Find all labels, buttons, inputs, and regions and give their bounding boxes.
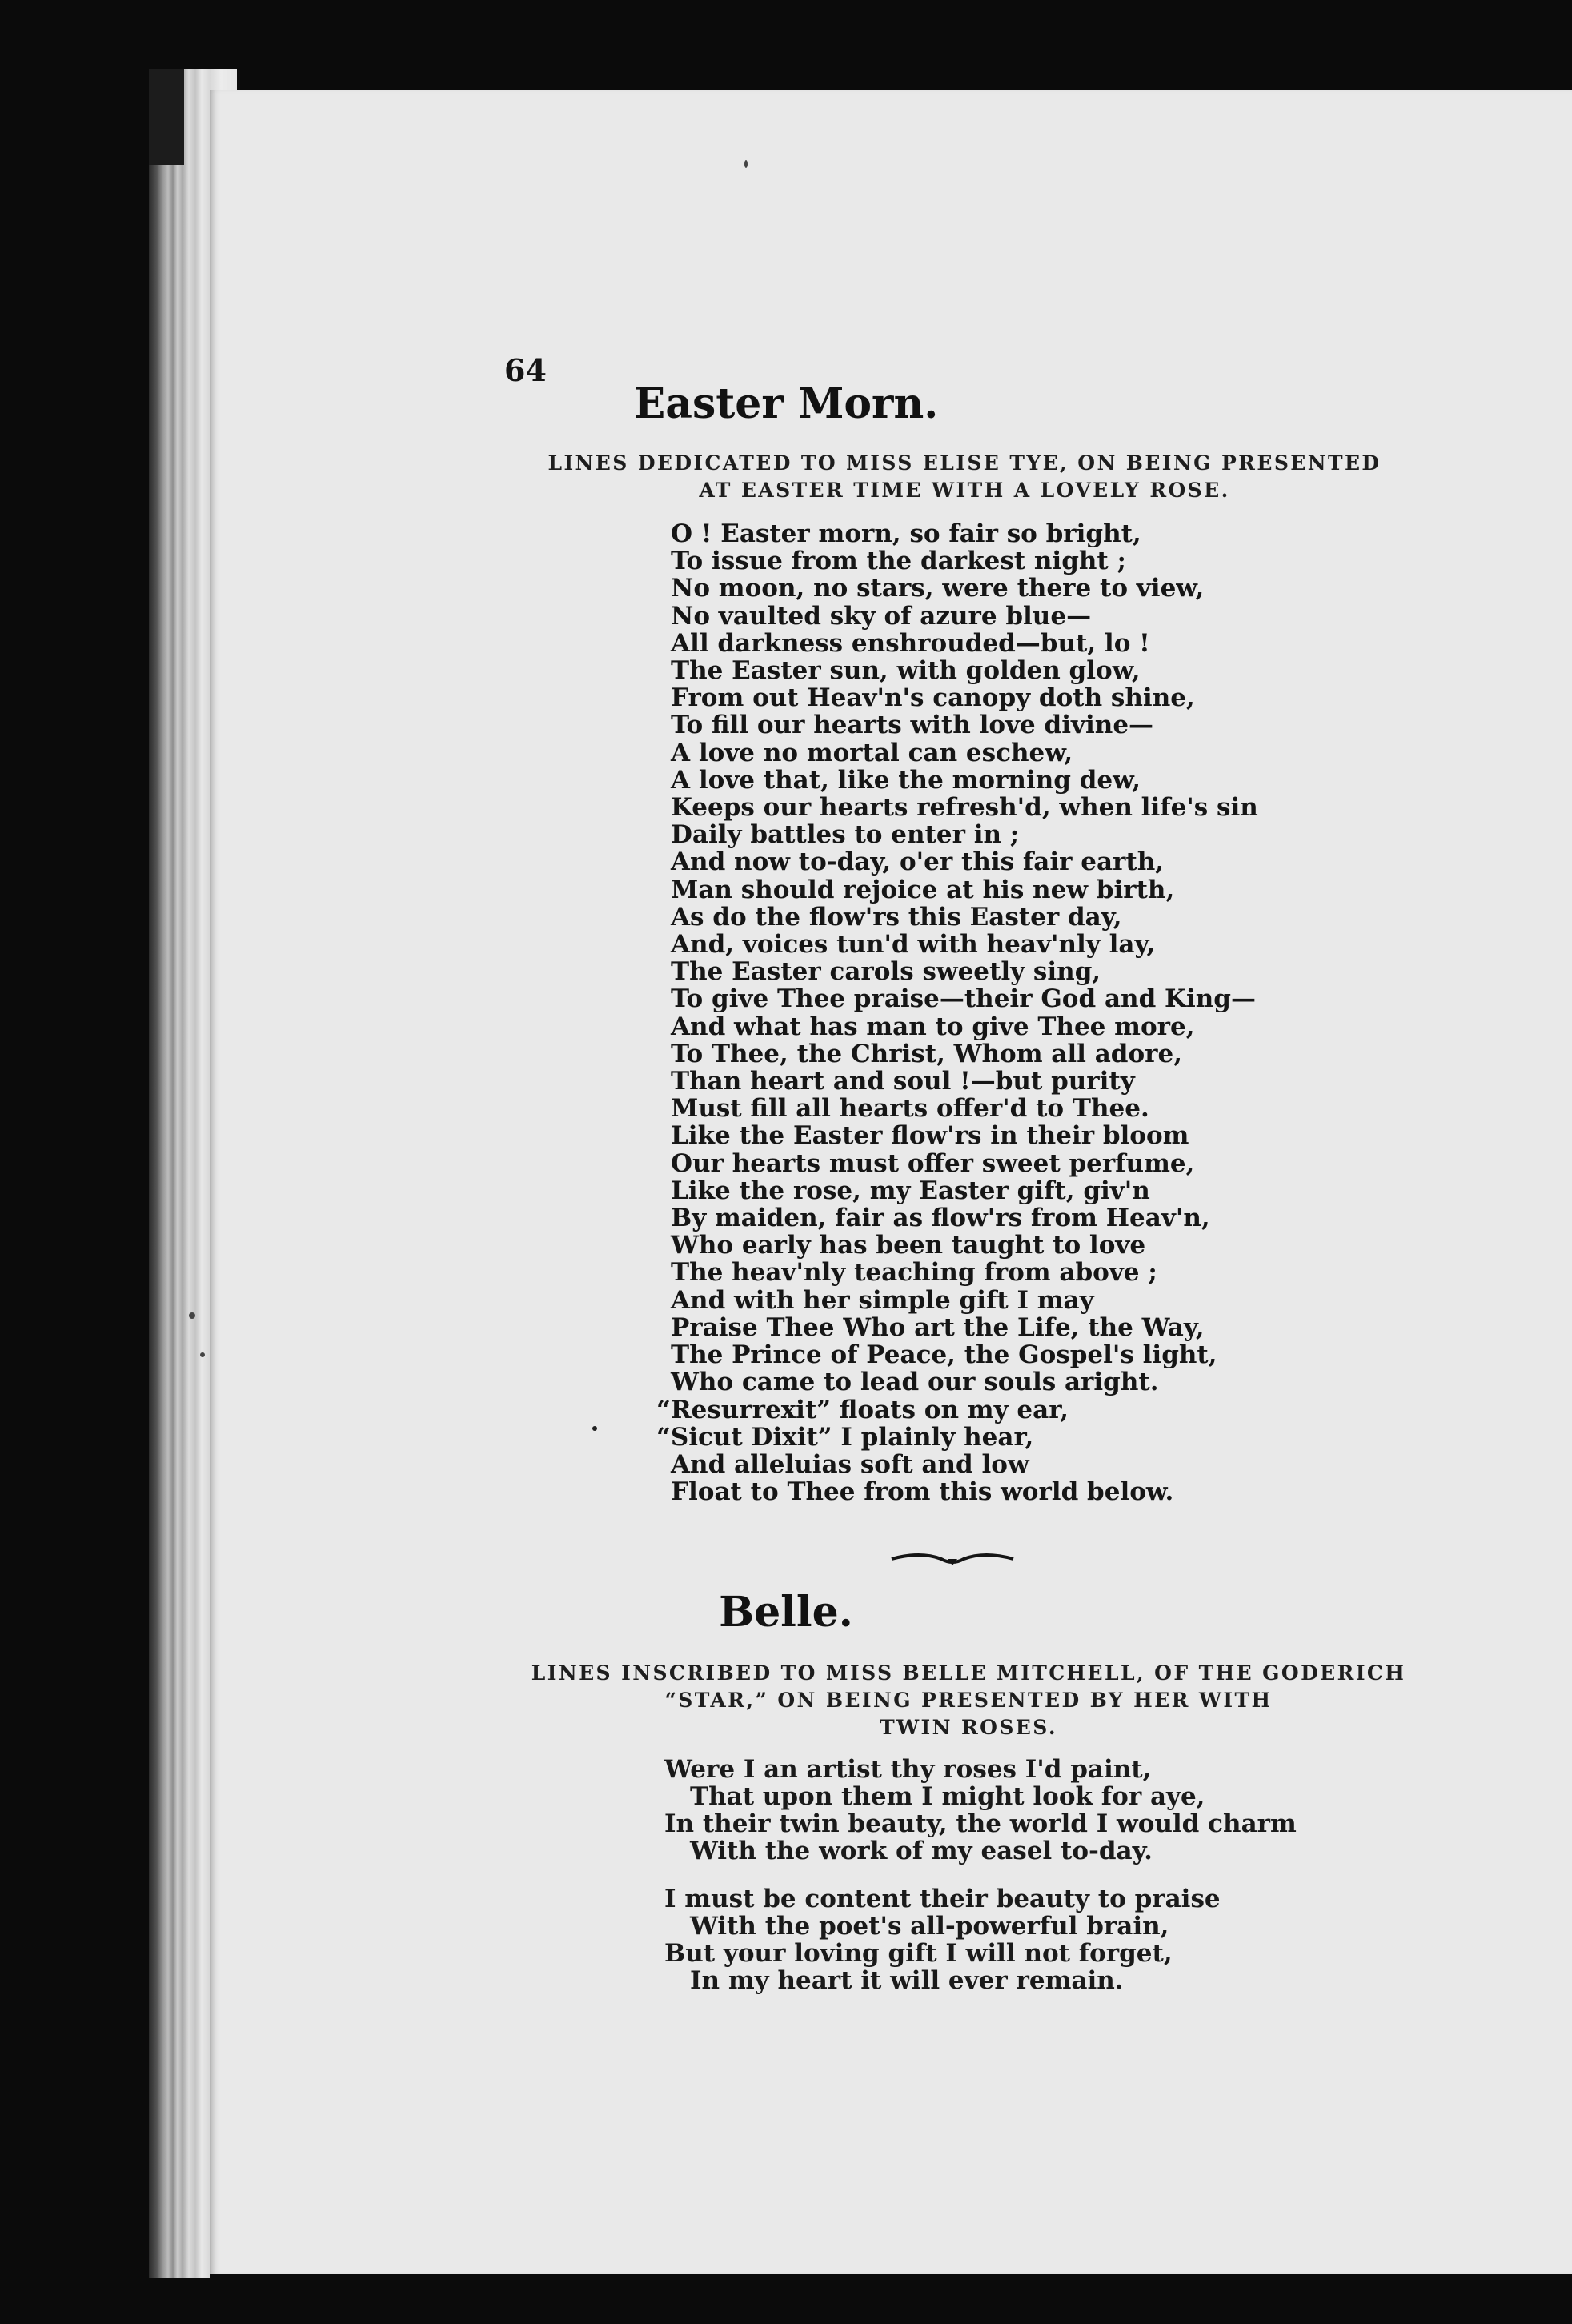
poem-body-belle — [664, 1756, 1297, 2015]
poem-line: All darkness enshrouded—but, lo ! — [671, 628, 1150, 658]
dedication-line: LINES DEDICATED TO MISS ELISE TYE, ON BEING PRESENTED — [547, 451, 1382, 475]
poem-line: The Easter carols sweetly sing, — [671, 957, 1101, 987]
poem-line: Who came to lead our souls aright. — [671, 1368, 1159, 1397]
poem-line: No vaulted sky of azure blue— — [671, 601, 1092, 631]
scan-speck — [189, 1312, 195, 1319]
poem-line: A love that, like the morning dew, — [671, 765, 1141, 795]
poem-line: Keeps our hearts refresh'd, when life's sin — [671, 793, 1258, 823]
poem-line: And now to-day, o'er this fair earth, — [671, 847, 1165, 877]
poem-line: To Thee, the Christ, Whom all adore, — [671, 1039, 1183, 1068]
poem-line: The heav'nly teaching from above ; — [671, 1258, 1157, 1288]
poem-body-easter-morn — [656, 519, 1258, 1507]
poem-title-easter-morn: Easter Morn. — [633, 379, 939, 428]
poem-line: To issue from the darkest night ; — [671, 547, 1126, 576]
poem-line: And alleluias soft and low — [671, 1449, 1029, 1479]
poem-line: In their twin beauty, the world I would charm — [664, 1809, 1297, 1838]
poem-line: A love no mortal can eschew, — [671, 738, 1073, 767]
stray-mark — [592, 1426, 597, 1431]
poem-line: With the poet's all-powerful brain, — [690, 1912, 1169, 1941]
poem-line: Than heart and soul !—but purity — [671, 1067, 1135, 1096]
poem-line: “Sicut Dixit” I plainly hear, — [656, 1422, 1034, 1452]
poem-line: Float to Thee from this world below. — [671, 1477, 1174, 1507]
poem-line: To give Thee praise—their God and King— — [671, 984, 1256, 1014]
poem-line: O ! Easter morn, so fair so bright, — [671, 519, 1141, 548]
poem-line: Must fill all hearts offer'd to Thee. — [671, 1094, 1149, 1124]
poem-line: And with her simple gift I may — [671, 1285, 1094, 1315]
poem-line: No moon, no stars, were there to view, — [671, 574, 1205, 603]
poem-line: To fill our hearts with love divine— — [671, 711, 1154, 740]
poem-title-belle: Belle. — [719, 1588, 853, 1637]
scan-speck — [200, 1352, 205, 1357]
poem-line: By maiden, fair as flow'rs from Heav'n, — [671, 1204, 1210, 1233]
poem-line: In my heart it will ever remain. — [690, 1966, 1124, 1995]
dedication-line: AT EASTER TIME WITH A LOVELY ROSE. — [699, 479, 1230, 502]
poem-line: Man should rejoice at his new birth, — [671, 875, 1175, 904]
divider-ornament — [888, 1545, 1017, 1569]
poem-line: Like the Easter flow'rs in their bloom — [671, 1121, 1189, 1151]
poem-line: Were I an artist thy roses I'd paint, — [664, 1755, 1152, 1784]
poem-line: From out Heav'n's canopy doth shine, — [671, 683, 1195, 713]
poem-line: Our hearts must offer sweet perfume, — [671, 1148, 1195, 1178]
poem-line: The Prince of Peace, the Gospel's light, — [671, 1340, 1217, 1370]
poem-line: “Resurrexit” floats on my ear, — [656, 1395, 1069, 1424]
poem-line: As do the flow'rs this Easter day, — [671, 902, 1122, 932]
poem-stanza — [664, 1756, 1297, 1865]
scan-speck — [744, 160, 748, 168]
page-number: 64 — [504, 352, 547, 388]
dedication-line: “STAR,” ON BEING PRESENTED BY HER WITH — [664, 1689, 1273, 1712]
poem-line: The Easter sun, with golden glow, — [671, 656, 1141, 686]
dedication-line: LINES INSCRIBED TO MISS BELLE MITCHELL, OF THE GODERICH — [531, 1661, 1406, 1685]
dedication-line: TWIN ROSES. — [880, 1716, 1057, 1739]
poem-dedication-belle — [496, 1660, 1441, 1741]
poem-line: And what has man to give Thee more, — [671, 1012, 1195, 1041]
poem-line: Like the rose, my Easter gift, giv'n — [671, 1176, 1150, 1205]
poem-dedication-easter-morn — [496, 450, 1433, 504]
poem-line: Who early has been taught to love — [671, 1231, 1146, 1260]
poem-line: And, voices tun'd with heav'nly lay, — [671, 930, 1156, 960]
book-spine-shadow — [149, 69, 184, 165]
poem-line: Daily battles to enter in ; — [671, 820, 1020, 850]
poem-stanza — [664, 1885, 1297, 1994]
poem-line: That upon them I might look for aye, — [690, 1782, 1205, 1811]
poem-line: With the work of my easel to-day. — [690, 1837, 1153, 1865]
poem-line: I must be content their beauty to praise — [664, 1885, 1221, 1913]
poem-line: Praise Thee Who art the Life, the Way, — [671, 1312, 1205, 1342]
poem-line: But your loving gift I will not forget, — [664, 1939, 1173, 1968]
scan-bottom-border — [210, 2274, 1572, 2324]
